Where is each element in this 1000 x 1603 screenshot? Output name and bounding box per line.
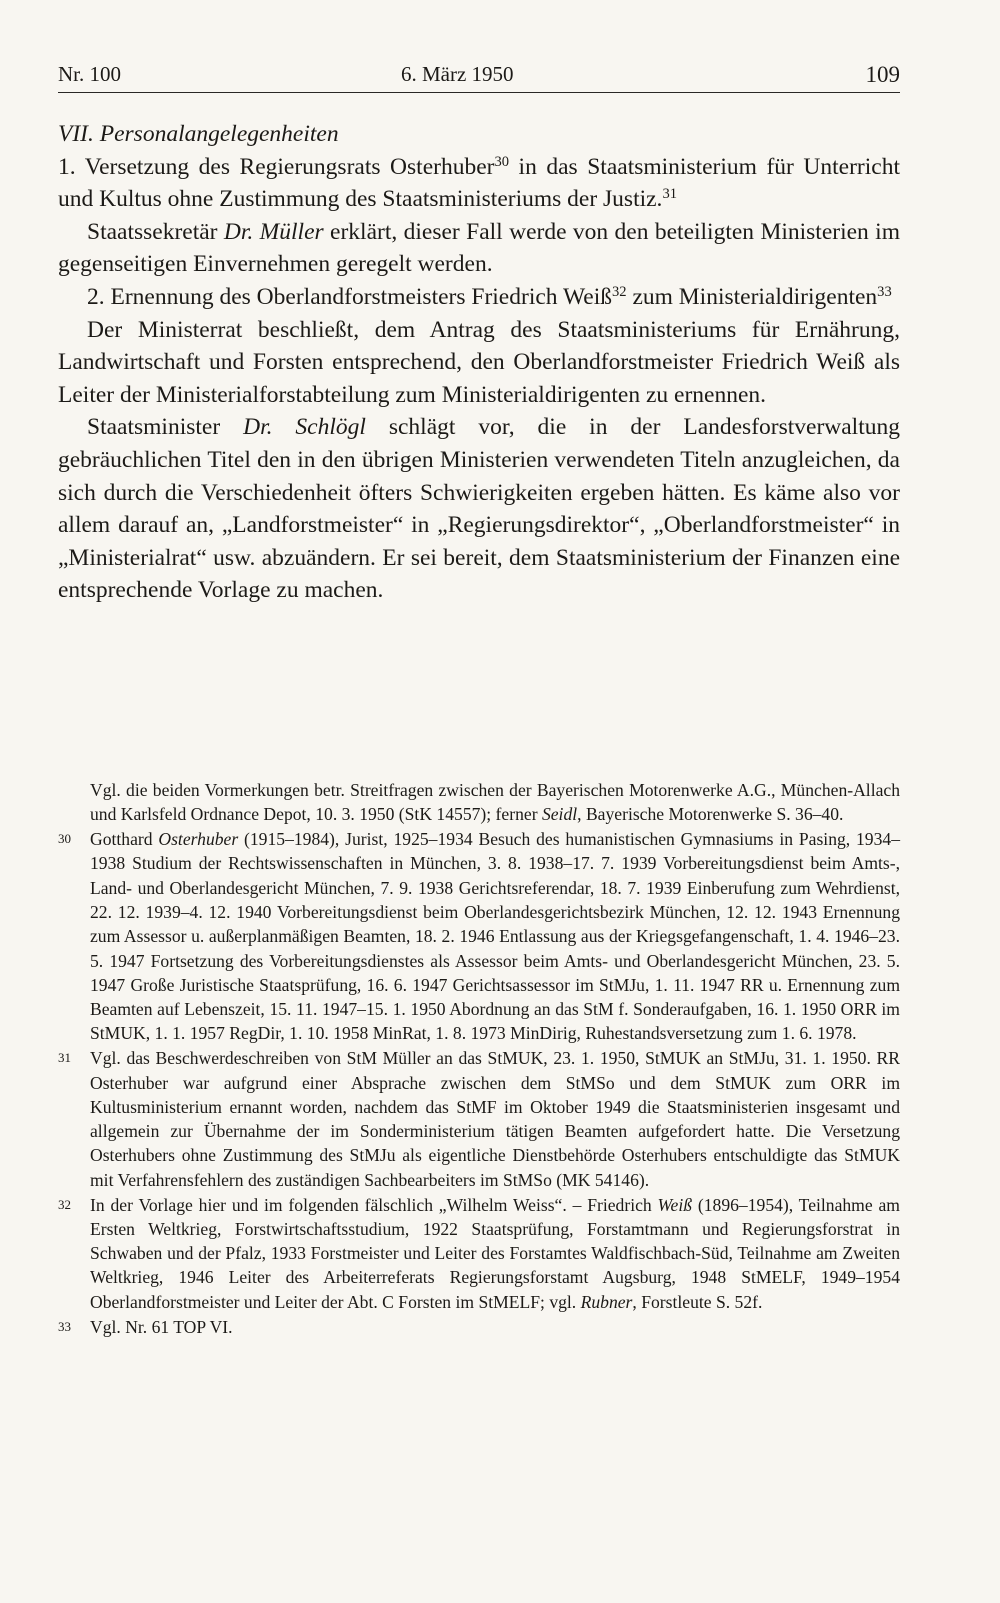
main-text [58, 118, 900, 607]
footnote-30: 30 Gotthard Osterhuber (1915–1984), Jurist, 1925–1934 Besuch des humanistischen Gymnasiums in Pasing, 1934–1938 Studium der Rechtswissenschaften in München, 3. 8. 1938–17. 7. 1939 Vorbereitungsdienst beim Amts-, Land- und Oberlandesgericht München, 7. 9. 1938 Gerichtsreferendar, 18. 7. 1939 Einberufung zum Wehrdienst, 22. 12. 1939–4. 12. 1940 Vorbereitungsdienst beim Oberlandesgerichtsbezirk München, 12. 12. 1943 Ernennung zum Assessor u. außerplanmäßigen Beamten, 18. 2. 1946 Entlassung aus der Kriegsgefangenschaft, 1. 4. 1946–23. 5. 1947 Fortsetzung des Vorbereitungsdienstes als Assessor beim Amts- und Oberlandesgericht München, 23. 5. 1947 Große Juristische Staatsprüfung, 16. 6. 1947 Gerichtsassessor im StMJu, 1. 11. 1947 RR u. Ernennung zum Beamten auf Lebenszeit, 15. 11. 1947–15. 1. 1950 Abordnung an das StM f. Sonderaufgaben, 16. 1. 1950 ORR im StMUK, 1. 1. 1957 RegDir, 1. 10. 1958 MinRat, 1. 8. 1973 MinDirig, Ruhestandsversetzung zum 1. 6. 1978. [58, 829, 900, 1044]
footnote-32: 32 In der Vorlage hier und im folgenden fälschlich „Wilhelm Weiss“. – Friedrich Weiß (1896–1954), Teilnahme am Ersten Weltkrieg, Forstwirtschaftsstudium, 1922 Staatsprüfung, Forstamtmann und Regierungsforstrat in Schwaben und der Pfalz, 1933 Forstmeister und Leiter des Forstamtes Waldfischbach-Süd, Teilnahme am Zweiten Weltkrieg, 1946 Leiter des Arbeiterreferats Regierungsforstamt Augsburg, 1948 StMELF, 1949–1954 Oberlandforstmeister und Leiter der Abt. C Forsten im StMELF; vgl. Rubner, Forstleute S. 52f. [58, 1194, 900, 1312]
document-number: Nr. 100 [58, 62, 121, 86]
item-2-proposal: Staatsminister Dr. Schlögl schlägt vor, die in der Landesforstverwaltung gebräuchlichen Titel den in den übrigen Ministerien verwendeten Titeln anzugleichen, da sich durch die Verschiedenheit öfters Schwierigkeiten ergeben hätten. Es käme also vor allem darauf an, „Landforstmeister“ in „Regierungsdirektor“, „Oberlandforstmeister“ in „Ministerialrat“ usw. abzuändern. Er sei bereit, dem Staatsministerium der Finanzen eine entsprechende Vorlage zu machen. [58, 414, 900, 604]
person-name: Dr. Schlögl [243, 414, 366, 441]
footnote-number: 30 [58, 831, 71, 847]
footnote-33: 33 Vgl. Nr. 61 TOP VI. [58, 1315, 900, 1339]
footnote-ref-32[interactable]: 32 [612, 283, 627, 300]
footnote-number: 32 [58, 1196, 71, 1212]
footnote-ref-33[interactable]: 33 [877, 283, 892, 300]
item-1-body: Staatssekretär Dr. Müller erklärt, dieser Fall werde von den beteiligten Ministerien im gegenseitigen Einvernehmen geregelt werden. [58, 218, 900, 278]
item-2-title: 2. Ernennung des Oberlandforstmeisters Friedrich Weiß$^{32}$ zum Ministerialdirigenten$^{33}$ [87, 283, 892, 310]
footnotes [58, 778, 900, 1339]
item-2-resolution: Der Ministerrat beschließt, dem Antrag des Staatsministeriums für Ernährung, Landwirtschaft und Forsten entsprechend, den Oberlandforstmeister Friedrich Weiß als Leiter der Ministerialforstabteilung zum Ministerialdirigenten zu ernennen. [58, 316, 900, 408]
item-1-title: 1. Versetzung des Regierungsrats Osterhuber$^{30}$ in das Staatsministerium für Unterricht und Kultus ohne Zustimmung des Staatsministeriums der Justiz.$^{31}$ [58, 153, 900, 213]
section-title: VII. Personalangelegenheiten [58, 121, 339, 147]
footnote-ref-30[interactable]: 30 [494, 153, 510, 170]
running-header [58, 58, 900, 93]
footnote-number: 33 [58, 1318, 71, 1334]
footnote-ref-31[interactable]: 31 [662, 186, 677, 203]
footnote-31: 31 Vgl. das Beschwerdeschreiben von StM Müller an das StMUK, 23. 1. 1950, StMUK an StMJu, 31. 1. 1950. RR Osterhuber war aufgrund einer Absprache zwischen dem StMSo und dem StMUK zum ORR im Kultusministerium ernannt worden, nachdem das StMF im Oktober 1949 die Staatsministerien insgesamt und allgemein zur Übernahme der im Sonderministerium tätigen Beamten aufgefordert hatte. Die Versetzung Osterhubers ohne Zustimmung des StMJu als eigentliche Dienstbehörde Osterhubers entschuldigte das StMUK mit Verfahrensfehlern des zuständigen Sachbearbeiters im StMSo (MK 54146). [58, 1048, 900, 1190]
footnote-number: 31 [58, 1050, 71, 1066]
session-date: 6. März 1950 [401, 62, 514, 86]
page-number: 109 [865, 62, 900, 87]
person-name: Dr. Müller [223, 218, 324, 245]
footnote-continuation: Vgl. die beiden Vormerkungen betr. Streitfragen zwischen der Bayerischen Motorenwerke A.G., München-Allach und Karlsfeld Ordnance Depot, 10. 3. 1950 (StK 14557); ferner Seidl, Bayerische Motorenwerke S. 36–40. [90, 780, 900, 825]
